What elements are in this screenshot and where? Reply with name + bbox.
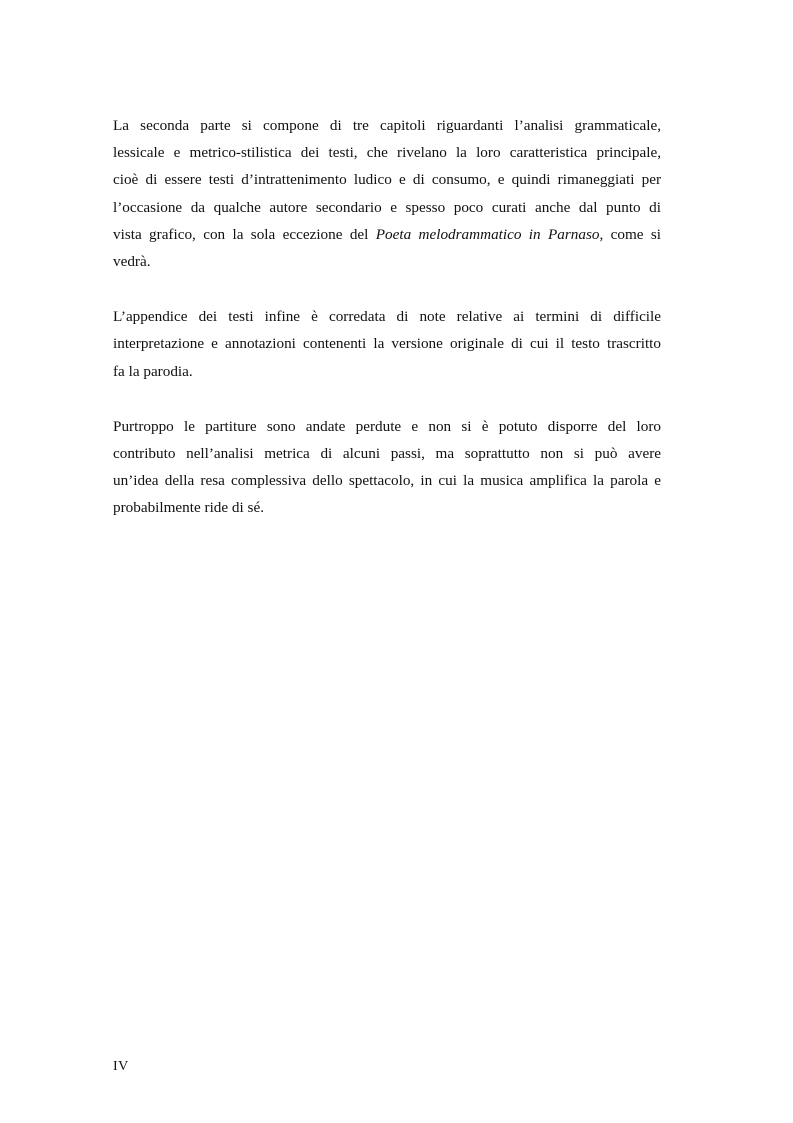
page-number: IV [113,1059,129,1074]
text-segment: vista grafico, con la sola eccezione del [113,225,376,243]
text-line: probabilmente ride di sé. [113,499,264,517]
italic-title: Poeta melodrammatico in Parnaso [375,225,600,243]
text-line: lessicale e metrico-stilistica dei testi, che rivelano la loro caratteristica principale, [113,144,661,162]
text-line: Purtroppo le partiture sono andate perdute e non si è potuto disporre del loro [113,417,661,435]
text-line: un’idea della resa complessiva dello spettacolo, in cui la musica amplifica la parola e [113,472,661,490]
text-line: L’appendice dei testi infine è corredata di note relative ai termini di difficile [113,308,661,326]
text-line: contributo nell’analisi metrica di alcuni passi, ma soprattutto non si può avere [113,445,661,463]
paragraph-3 [113,413,661,522]
text-line: cioè di essere testi d’intrattenimento ludico e di consumo, e quindi rimaneggiati per [113,171,661,189]
text-line: interpretazione e annotazioni contenenti la versione originale di cui il testo trascritto [113,335,661,353]
text-segment: , come si [599,225,661,243]
text-line: l’occasione da qualche autore secondario e spesso poco curati anche dal punto di [113,198,661,216]
paragraph-1 [113,112,661,275]
text-line: La seconda parte si compone di tre capitoli riguardanti l’analisi grammaticale, [113,117,661,134]
text-line: fa la parodia. [113,362,193,380]
paragraph-2 [113,303,661,385]
page-body [113,112,661,522]
text-line: vedrà. [113,253,151,271]
text-line [113,221,661,248]
